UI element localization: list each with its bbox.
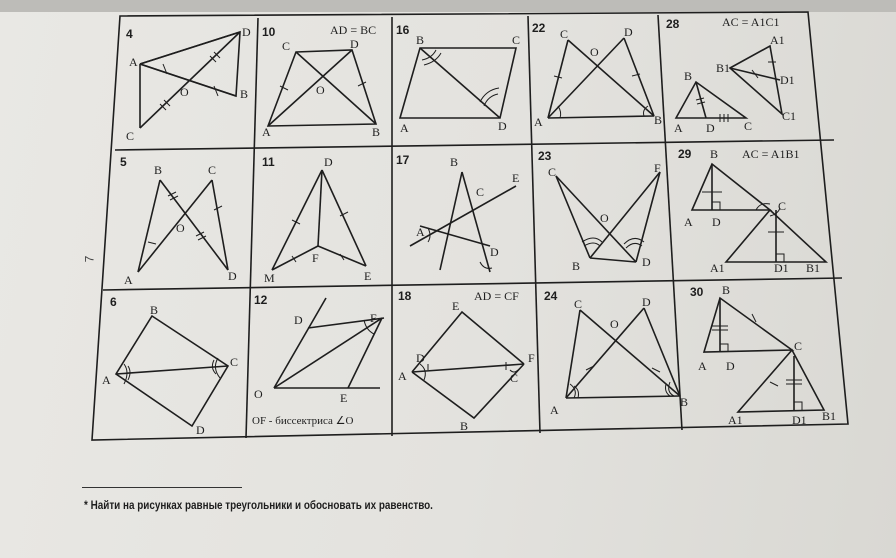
problem-number: 12 <box>254 293 268 307</box>
figure-17 <box>396 153 519 272</box>
point-label: O <box>254 387 263 401</box>
page-number: 7 <box>82 255 97 263</box>
figure-4 <box>126 25 251 143</box>
point-label: D <box>490 245 499 259</box>
point-label: B1 <box>716 61 731 75</box>
figure-29 <box>678 147 826 275</box>
point-label: E <box>364 269 372 283</box>
point-label: D <box>706 121 715 135</box>
point-label: F <box>312 251 319 265</box>
condition: AC = A1C1 <box>722 15 780 29</box>
point-label: A1 <box>728 413 743 427</box>
figure-10 <box>262 23 380 139</box>
point-label: A <box>124 273 133 287</box>
point-label: B <box>572 259 581 273</box>
problem-number: 17 <box>396 153 410 167</box>
point-label: B <box>372 125 381 139</box>
point-label: D <box>242 25 251 39</box>
point-label: A <box>129 55 138 69</box>
point-label: B <box>680 395 689 409</box>
figure-18 <box>398 289 535 433</box>
figure-23 <box>538 149 661 273</box>
problem-number: 16 <box>396 23 410 37</box>
point-label: C <box>510 371 519 385</box>
point-label: A <box>102 373 111 387</box>
point-label: D <box>196 423 205 437</box>
problem-number: 30 <box>690 285 704 299</box>
point-label: B <box>722 283 731 297</box>
condition: AD = BC <box>330 23 377 37</box>
point-label: E <box>340 391 348 405</box>
point-label: O <box>610 317 619 331</box>
point-label: D1 <box>774 261 789 275</box>
point-label: D <box>642 295 651 309</box>
footnote-text: * Найти на рисунках равные треугольники и обосновать их равенство. <box>84 500 433 512</box>
condition: AD = CF <box>474 289 519 303</box>
figure-5 <box>120 155 237 287</box>
point-label: B1 <box>806 261 821 275</box>
problem-number: 23 <box>538 149 552 163</box>
point-label: A <box>534 115 543 129</box>
point-label: F <box>370 311 377 325</box>
point-label: C <box>794 339 803 353</box>
point-label: B <box>450 155 459 169</box>
figure-28 <box>666 15 796 135</box>
point-label: A <box>698 359 707 373</box>
point-label: O <box>316 83 325 97</box>
point-label: B <box>684 69 693 83</box>
point-label: B <box>710 147 719 161</box>
figure-12 <box>252 293 384 427</box>
point-label: A <box>550 403 559 417</box>
problem-number: 11 <box>262 155 275 169</box>
point-label: C <box>560 27 569 41</box>
point-label: O <box>180 85 189 99</box>
point-label: C <box>778 199 787 213</box>
point-label: D1 <box>780 73 795 87</box>
point-label: O <box>590 45 599 59</box>
point-label: D <box>416 351 425 365</box>
point-label: O <box>176 221 185 235</box>
figure-11 <box>262 155 371 285</box>
point-label: B <box>416 33 425 47</box>
figure-16 <box>396 23 520 135</box>
point-label: C <box>476 185 485 199</box>
figure-6 <box>102 295 238 437</box>
point-label: C <box>574 297 583 311</box>
point-label: C <box>744 119 753 133</box>
table-grid <box>92 12 848 440</box>
problem-number: 5 <box>120 155 127 169</box>
point-label: M <box>264 271 275 285</box>
point-label: C <box>208 163 217 177</box>
figure-30 <box>690 283 836 427</box>
point-label: D <box>624 25 633 39</box>
problem-number: 4 <box>126 27 133 41</box>
point-label: B <box>240 87 249 101</box>
point-label: D <box>498 119 507 133</box>
point-label: A <box>416 225 425 239</box>
condition: AC = A1B1 <box>742 147 800 161</box>
point-label: C <box>230 355 239 369</box>
point-label: C <box>126 129 135 143</box>
point-label: F <box>654 161 661 175</box>
point-label: D <box>726 359 735 373</box>
point-label: D <box>642 255 651 269</box>
point-label: C <box>282 39 291 53</box>
point-label: E <box>452 299 460 313</box>
point-label: E <box>512 171 520 185</box>
point-label: B1 <box>822 409 837 423</box>
figure-24 <box>544 289 688 417</box>
point-label: C <box>548 165 557 179</box>
problem-number: 18 <box>398 289 412 303</box>
problem-number: 22 <box>532 21 546 35</box>
point-label: B <box>154 163 163 177</box>
point-label: A1 <box>770 33 785 47</box>
figure-22 <box>532 21 662 129</box>
point-label: D <box>294 313 303 327</box>
problem-number: 10 <box>262 25 276 39</box>
point-label: D1 <box>792 413 807 427</box>
footnote-separator <box>82 487 242 488</box>
point-label: C1 <box>782 109 797 123</box>
point-label: C <box>512 33 521 47</box>
point-label: F <box>528 351 535 365</box>
problem-number: 29 <box>678 147 692 161</box>
point-label: A <box>684 215 693 229</box>
point-label: D <box>712 215 721 229</box>
point-label: B <box>460 419 469 433</box>
point-label: D <box>350 37 359 51</box>
point-label: D <box>324 155 333 169</box>
point-label: A <box>262 125 271 139</box>
point-label: B <box>654 113 663 127</box>
point-label: O <box>600 211 609 225</box>
point-label: A <box>398 369 407 383</box>
problem-number: 28 <box>666 17 680 31</box>
problem-number: 6 <box>110 295 117 309</box>
point-label: A <box>674 121 683 135</box>
problem-number: 24 <box>544 289 558 303</box>
bisector-note: OF - биссектриса ∠O <box>252 415 354 427</box>
point-label: A1 <box>710 261 725 275</box>
point-label: B <box>150 303 159 317</box>
point-label: A <box>400 121 409 135</box>
point-label: D <box>228 269 237 283</box>
